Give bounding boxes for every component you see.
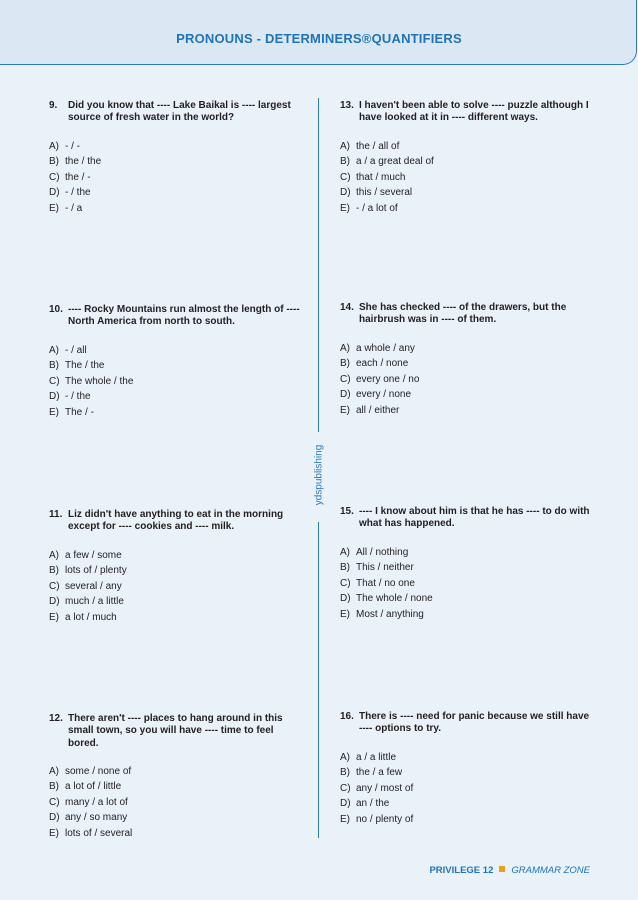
option-text: that / much xyxy=(356,171,406,183)
option-letter: B) xyxy=(340,562,350,574)
option-letter: A) xyxy=(49,344,59,356)
question-16 xyxy=(340,711,592,827)
option-text: each / none xyxy=(356,358,409,370)
option-letter: B) xyxy=(49,781,59,793)
answer-options xyxy=(49,139,301,217)
answer-options xyxy=(49,548,301,626)
option-text: - / a xyxy=(65,202,83,214)
question-stem xyxy=(49,304,301,329)
option-text: a lot of / little xyxy=(65,781,122,793)
answer-option xyxy=(49,185,301,201)
page-footer xyxy=(429,865,590,876)
answer-option xyxy=(49,389,301,405)
option-letter: D) xyxy=(49,812,60,824)
answer-option xyxy=(340,139,592,155)
option-letter: E) xyxy=(340,608,350,620)
question-text: ---- Rocky Mountains run almost the length of ---- North America from north to south. xyxy=(68,304,300,328)
option-text: a whole / any xyxy=(356,342,415,354)
footer-section: GRAMMAR ZONE xyxy=(511,865,590,876)
option-text: the / all of xyxy=(356,140,400,152)
answer-option xyxy=(49,594,301,610)
answer-option xyxy=(340,185,592,201)
question-number: 14. xyxy=(340,302,354,313)
option-text: a few / some xyxy=(65,549,122,561)
option-text: The whole / the xyxy=(65,375,134,387)
question-number: 12. xyxy=(49,713,63,724)
answer-option xyxy=(340,781,592,797)
option-text: This / neither xyxy=(356,562,414,574)
answer-option xyxy=(340,170,592,186)
option-text: many / a lot of xyxy=(65,796,128,808)
answer-option xyxy=(340,403,592,419)
answer-option xyxy=(49,170,301,186)
answer-option xyxy=(340,154,592,170)
option-text: lots of / plenty xyxy=(65,565,127,577)
option-text: - / the xyxy=(65,391,91,403)
answer-option xyxy=(340,607,592,623)
option-letter: C) xyxy=(340,577,351,589)
option-text: The / - xyxy=(65,406,94,418)
question-number: 13. xyxy=(340,100,354,111)
answer-option xyxy=(340,560,592,576)
option-letter: B) xyxy=(49,360,59,372)
answer-option xyxy=(49,548,301,564)
question-number: 15. xyxy=(340,506,354,517)
option-text: no / plenty of xyxy=(356,813,414,825)
answer-options xyxy=(340,139,592,217)
option-letter: D) xyxy=(340,798,351,810)
option-letter: B) xyxy=(49,565,59,577)
publisher-side-label: ydspublishing xyxy=(313,444,325,506)
option-letter: C) xyxy=(49,796,60,808)
answer-option xyxy=(49,795,301,811)
option-letter: E) xyxy=(49,611,59,623)
option-text: the / a few xyxy=(356,767,403,779)
question-number: 9. xyxy=(49,100,58,111)
option-text: a / a little xyxy=(356,751,397,763)
answer-option xyxy=(49,374,301,390)
option-letter: C) xyxy=(49,580,60,592)
question-stem xyxy=(340,100,592,125)
option-letter: D) xyxy=(340,389,351,401)
option-letter: A) xyxy=(340,546,350,558)
option-text: any / so many xyxy=(65,812,128,824)
option-letter: D) xyxy=(340,593,351,605)
answer-option xyxy=(340,201,592,217)
option-text: - / - xyxy=(65,140,80,152)
option-letter: E) xyxy=(49,827,59,839)
option-text: Most / anything xyxy=(356,608,424,620)
answer-option xyxy=(340,341,592,357)
option-text: All / nothing xyxy=(356,546,409,558)
option-letter: E) xyxy=(49,202,59,214)
option-letter: C) xyxy=(340,782,351,794)
option-letter: B) xyxy=(340,358,350,370)
question-number: 10. xyxy=(49,304,63,315)
question-stem xyxy=(340,506,592,531)
question-13 xyxy=(340,100,592,216)
footer-brand: PRIVILEGE 12 xyxy=(429,865,494,876)
option-text: a / a great deal of xyxy=(356,156,434,168)
answer-options xyxy=(340,341,592,419)
option-text: several / any xyxy=(65,580,122,592)
answer-options xyxy=(49,343,301,421)
option-letter: D) xyxy=(49,187,60,199)
option-letter: A) xyxy=(340,140,350,152)
answer-option xyxy=(49,779,301,795)
answer-option xyxy=(340,591,592,607)
answer-option xyxy=(340,765,592,781)
option-text: The whole / none xyxy=(356,593,433,605)
answer-options xyxy=(340,545,592,623)
page-title: PRONOUNS - DETERMINERS®QUANTIFIERS xyxy=(176,31,462,46)
option-letter: C) xyxy=(340,373,351,385)
option-text: lots of / several xyxy=(65,827,133,839)
answer-option xyxy=(49,563,301,579)
answer-option xyxy=(340,796,592,812)
option-letter: D) xyxy=(49,596,60,608)
page-header xyxy=(0,0,637,65)
answer-option xyxy=(340,750,592,766)
answer-option xyxy=(340,356,592,372)
question-number: 16. xyxy=(340,711,354,722)
question-stem xyxy=(340,302,592,327)
question-text: I haven't been able to solve ---- puzzle although I have looked at it in ---- different ways. xyxy=(359,100,589,124)
question-stem xyxy=(49,509,301,534)
option-letter: E) xyxy=(340,202,350,214)
option-letter: E) xyxy=(49,406,59,418)
option-letter: C) xyxy=(49,171,60,183)
answer-option xyxy=(49,826,301,842)
question-text: She has checked ---- of the drawers, but the hairbrush was in ---- of them. xyxy=(359,302,567,326)
answer-options xyxy=(49,764,301,842)
footer-square-icon xyxy=(499,866,505,872)
question-text: There aren't ---- places to hang around in this small town, so you will have ---- time to feel bored. xyxy=(68,713,283,749)
option-text: every / none xyxy=(356,389,412,401)
answer-option xyxy=(340,387,592,403)
option-letter: A) xyxy=(49,140,59,152)
option-letter: A) xyxy=(340,751,350,763)
option-text: - / a lot of xyxy=(356,202,398,214)
answer-option xyxy=(49,764,301,780)
question-text: There is ---- need for panic because we still have ---- options to try. xyxy=(359,711,590,735)
option-letter: D) xyxy=(340,187,351,199)
question-10 xyxy=(49,304,301,420)
option-letter: B) xyxy=(340,767,350,779)
question-15 xyxy=(340,506,592,622)
option-text: - / all xyxy=(65,344,87,356)
option-text: The / the xyxy=(65,360,105,372)
question-text: Liz didn't have anything to eat in the morning except for ---- cookies and ---- milk. xyxy=(68,509,284,533)
option-text: the / - xyxy=(65,171,91,183)
answer-option xyxy=(340,576,592,592)
question-14 xyxy=(340,302,592,418)
option-text: this / several xyxy=(356,187,413,199)
option-text: a lot / much xyxy=(65,611,117,623)
answer-options xyxy=(340,750,592,828)
question-11 xyxy=(49,509,301,625)
option-letter: C) xyxy=(340,171,351,183)
question-12 xyxy=(49,713,301,841)
option-text: any / most of xyxy=(356,782,414,794)
question-stem xyxy=(340,711,592,736)
question-number: 11. xyxy=(49,509,63,520)
option-text: all / either xyxy=(356,404,400,416)
answer-option xyxy=(49,810,301,826)
option-text: every one / no xyxy=(356,373,420,385)
question-stem xyxy=(49,713,301,750)
answer-option xyxy=(49,154,301,170)
answer-option xyxy=(340,812,592,828)
question-text: Did you know that ---- Lake Baikal is ---- largest source of fresh water in the world? xyxy=(68,100,291,124)
option-letter: B) xyxy=(340,156,350,168)
question-9 xyxy=(49,100,301,216)
answer-option xyxy=(49,358,301,374)
option-letter: A) xyxy=(340,342,350,354)
option-text: - / the xyxy=(65,187,91,199)
answer-option xyxy=(49,405,301,421)
option-text: That / no one xyxy=(356,577,415,589)
option-text: much / a little xyxy=(65,596,124,608)
option-letter: B) xyxy=(49,156,59,168)
question-stem xyxy=(49,100,301,125)
answer-option xyxy=(340,545,592,561)
option-text: an / the xyxy=(356,798,390,810)
option-letter: E) xyxy=(340,813,350,825)
option-letter: D) xyxy=(49,391,60,403)
answer-option xyxy=(49,139,301,155)
option-letter: A) xyxy=(49,765,59,777)
option-text: some / none of xyxy=(65,765,132,777)
option-text: the / the xyxy=(65,156,102,168)
question-text: ---- I know about him is that he has ---- to do with what has happened. xyxy=(359,506,590,530)
answer-option xyxy=(49,343,301,359)
option-letter: C) xyxy=(49,375,60,387)
answer-option xyxy=(49,610,301,626)
option-letter: E) xyxy=(340,404,350,416)
answer-option xyxy=(49,579,301,595)
option-letter: A) xyxy=(49,549,59,561)
answer-option xyxy=(49,201,301,217)
answer-option xyxy=(340,372,592,388)
